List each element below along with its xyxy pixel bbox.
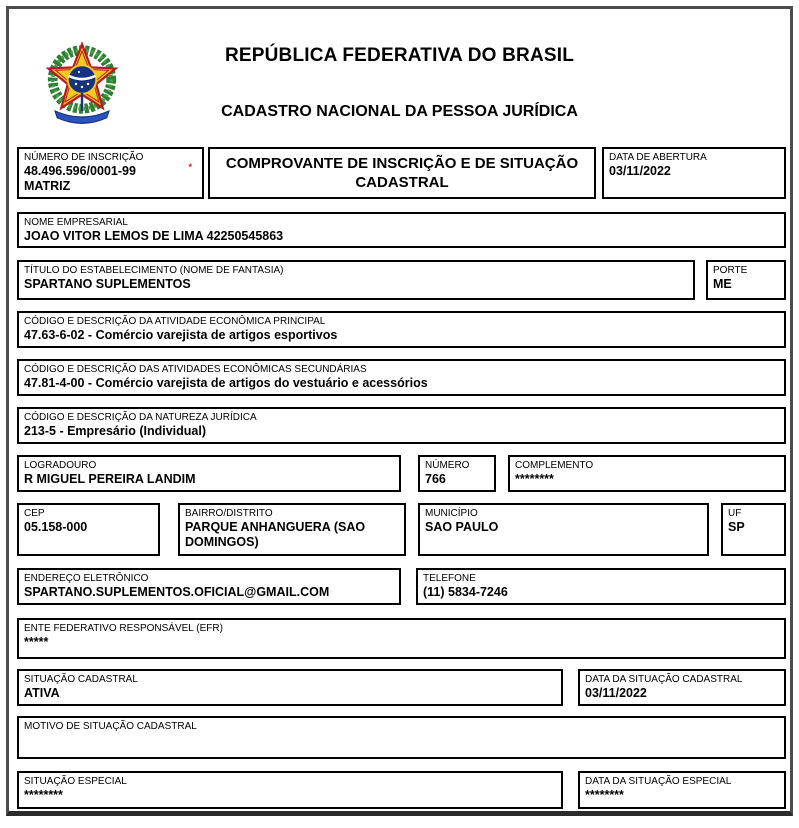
street-number-value: 766 — [425, 472, 446, 486]
special-status-date-value: ******** — [585, 788, 624, 802]
company-size-label: PORTE — [713, 265, 748, 276]
field-city — [418, 503, 709, 556]
red-asterisk-marker: * — [188, 162, 192, 172]
field-phone — [416, 568, 786, 605]
company-name-label: NOME EMPRESARIAL — [24, 217, 128, 228]
street-label: LOGRADOURO — [24, 460, 97, 471]
field-street-number — [418, 455, 496, 492]
company-size-value: ME — [713, 277, 732, 291]
city-label: MUNICÍPIO — [425, 508, 478, 519]
district-label: BAIRRO/DISTRITO — [185, 508, 273, 519]
field-efr — [17, 618, 786, 659]
status-reason-label: MOTIVO DE SITUAÇÃO CADASTRAL — [24, 721, 197, 732]
legal-nature-value: 213-5 - Empresário (Individual) — [24, 424, 206, 438]
secondary-activities-value: 47.81-4-00 - Comércio varejista de artigos do vestuário e acessórios — [24, 376, 428, 390]
field-street — [17, 455, 401, 492]
field-district — [178, 503, 406, 556]
state-label: UF — [728, 508, 742, 519]
field-main-activity — [17, 311, 786, 348]
legal-nature-label: CÓDIGO E DESCRIÇÃO DA NATUREZA JURÍDICA — [24, 412, 257, 423]
street-value: R MIGUEL PEREIRA LANDIM — [24, 472, 196, 486]
district-value: PARQUE ANHANGUERA (SAO DOMINGOS) — [185, 520, 366, 549]
field-company-size — [706, 260, 786, 300]
phone-label: TELEFONE — [423, 573, 476, 584]
field-state — [721, 503, 786, 556]
republic-title: REPÚBLICA FEDERATIVA DO BRASIL — [224, 45, 575, 66]
document-frame — [6, 6, 793, 816]
trade-name-value: SPARTANO SUPLEMENTOS — [24, 277, 191, 291]
registry-title: CADASTRO NACIONAL DA PESSOA JURÍDICA — [221, 103, 578, 120]
field-legal-nature — [17, 407, 786, 444]
registration-status-label: SITUAÇÃO CADASTRAL — [24, 674, 138, 685]
special-status-date-label: DATA DA SITUAÇÃO ESPECIAL — [585, 776, 732, 787]
certificate-title-box — [208, 147, 596, 199]
opening-date-value: 03/11/2022 — [609, 164, 671, 178]
special-status-value: ******** — [24, 788, 63, 802]
cep-value: 05.158-000 — [24, 520, 88, 534]
main-activity-label: CÓDIGO E DESCRIÇÃO DA ATIVIDADE ECONÔMICA PRINCIPAL — [24, 316, 326, 327]
city-value: SAO PAULO — [425, 520, 499, 534]
field-special-status-date — [578, 771, 786, 809]
special-status-label: SITUAÇÃO ESPECIAL — [24, 776, 127, 787]
registration-status-date-value: 03/11/2022 — [585, 686, 647, 700]
complement-label: COMPLEMENTO — [515, 460, 594, 471]
inscription-label: NÚMERO DE INSCRIÇÃO — [24, 152, 144, 163]
registration-status-date-label: DATA DA SITUAÇÃO CADASTRAL — [585, 674, 743, 685]
field-email — [17, 568, 401, 605]
company-name-value: JOAO VITOR LEMOS DE LIMA 42250545863 — [24, 229, 284, 243]
field-secondary-activities — [17, 359, 786, 396]
main-activity-value: 47.63-6-02 - Comércio varejista de artigos esportivos — [24, 328, 338, 342]
cep-label: CEP — [24, 508, 45, 519]
registration-status-value: ATIVA — [24, 686, 60, 700]
field-status-reason — [17, 716, 786, 759]
complement-value: ******** — [515, 472, 554, 486]
field-special-status — [17, 771, 563, 809]
field-complement — [508, 455, 786, 492]
opening-date-label: DATA DE ABERTURA — [609, 152, 707, 163]
field-company-name — [17, 212, 786, 248]
field-registration-status-date — [578, 669, 786, 706]
certificate-title: COMPROVANTE DE INSCRIÇÃO E DE SITUAÇÃO CADASTRAL — [225, 155, 579, 191]
phone-value: (11) 5834-7246 — [423, 585, 508, 599]
inscription-unit-type: MATRIZ — [24, 179, 71, 193]
efr-label: ENTE FEDERATIVO RESPONSÁVEL (EFR) — [24, 623, 223, 634]
street-number-label: NÚMERO — [425, 460, 470, 471]
state-value: SP — [728, 520, 745, 534]
efr-value: ***** — [24, 635, 49, 649]
trade-name-label: TÍTULO DO ESTABELECIMENTO (NOME DE FANTASIA) — [24, 265, 284, 276]
secondary-activities-label: CÓDIGO E DESCRIÇÃO DAS ATIVIDADES ECONÔMICAS SECUNDÁRIAS — [24, 364, 367, 375]
inscription-number-value: 48.496.596/0001-99 — [24, 164, 136, 178]
field-opening-date — [602, 147, 786, 199]
field-registration-status — [17, 669, 563, 706]
field-inscription-number — [17, 147, 204, 199]
email-value: SPARTANO.SUPLEMENTOS.OFICIAL@GMAIL.COM — [24, 585, 330, 599]
field-cep — [17, 503, 160, 556]
field-trade-name — [17, 260, 695, 300]
email-label: ENDEREÇO ELETRÔNICO — [24, 573, 149, 584]
